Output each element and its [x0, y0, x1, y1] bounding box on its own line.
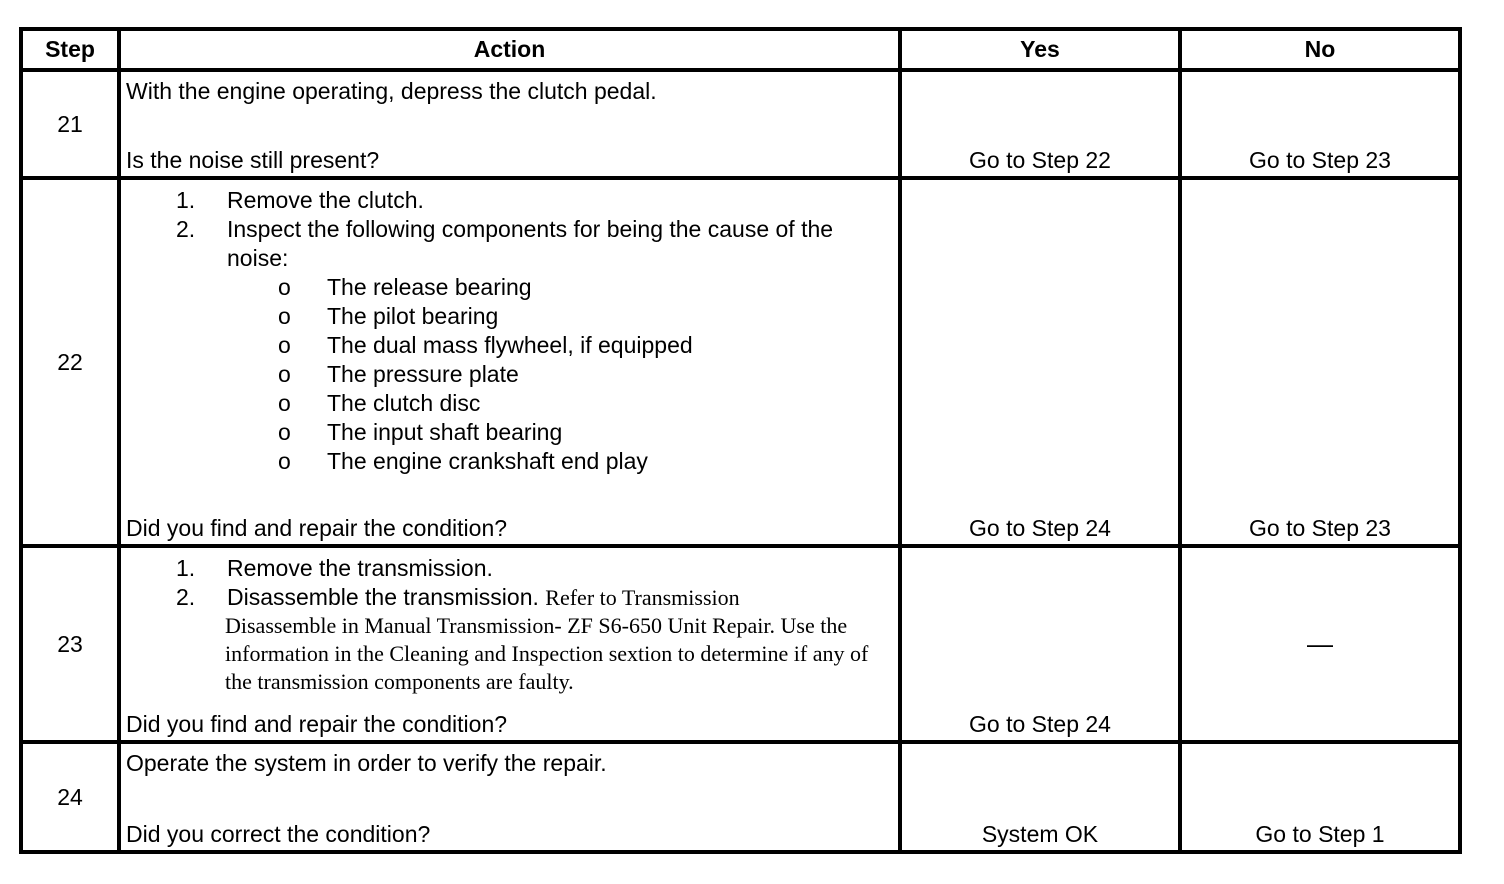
- list-item: [121, 554, 896, 583]
- bullet-icon: o: [278, 274, 291, 300]
- yes-result: System OK: [981, 821, 1099, 847]
- list-item: o The engine crankshaft end play: [278, 448, 648, 474]
- diagnostic-table: [19, 27, 1462, 854]
- action-question: Did you find and repair the condition?: [126, 515, 508, 541]
- action-question: Did you correct the condition?: [126, 821, 431, 847]
- numbered-list: [121, 554, 896, 696]
- yes-result: Go to Step 24: [969, 711, 1111, 737]
- no-result: —: [1307, 628, 1333, 659]
- yes-cell: [900, 178, 1180, 546]
- bullet-icon: o: [278, 332, 291, 358]
- step-number: 23: [21, 546, 119, 742]
- no-result: Go to Step 23: [1249, 515, 1391, 541]
- table-row: [21, 546, 1460, 742]
- list-item: o The dual mass flywheel, if equipped: [278, 332, 693, 358]
- no-cell: [1180, 742, 1460, 852]
- action-cell: [119, 742, 900, 852]
- list-item: o The pressure plate: [278, 361, 519, 387]
- no-cell: [1180, 70, 1460, 178]
- list-item: [121, 583, 896, 612]
- numbered-list: [121, 186, 896, 476]
- item-text: Inspect the following components for being the cause of the noise:: [227, 216, 834, 271]
- yes-result: Go to Step 24: [969, 515, 1111, 541]
- table-row: [21, 178, 1460, 546]
- table-row: [21, 742, 1460, 852]
- action-question: Did you find and repair the condition?: [126, 711, 508, 737]
- action-cell: [119, 178, 900, 546]
- header-yes: Yes: [900, 29, 1180, 70]
- yes-result: Go to Step 22: [969, 147, 1111, 173]
- item-text: Remove the transmission.: [227, 555, 493, 581]
- action-intro: With the engine operating, depress the clutch pedal.: [126, 78, 657, 104]
- yes-cell: [900, 546, 1180, 742]
- no-cell: [1180, 546, 1460, 742]
- step-number: 22: [21, 178, 119, 546]
- header-row: [21, 29, 1460, 70]
- bullet-icon: o: [278, 390, 291, 416]
- item-number: 1.: [176, 555, 196, 581]
- header-no: No: [1180, 29, 1460, 70]
- list-item: o The release bearing: [278, 274, 532, 300]
- header-action: Action: [119, 29, 900, 70]
- list-item: o The pilot bearing: [278, 303, 499, 329]
- list-item: [121, 186, 896, 215]
- yes-cell: [900, 70, 1180, 178]
- item-number: 1.: [176, 187, 196, 213]
- step-number: 21: [21, 70, 119, 178]
- no-result: Go to Step 23: [1249, 147, 1391, 173]
- action-cell: [119, 546, 900, 742]
- bullet-icon: o: [278, 361, 291, 387]
- list-item: o The input shaft bearing: [278, 419, 563, 445]
- reference-text: Refer to Transmission: [545, 585, 740, 610]
- action-question: Is the noise still present?: [126, 147, 380, 173]
- reference-text-continued: Disassemble in Manual Transmission- ZF S6-650 Unit Repair. Use the information in the Cleaning and Inspection sextion to determine if any of the transmission components are faulty.: [225, 613, 869, 694]
- table-row: [21, 70, 1460, 178]
- step-number: 24: [21, 742, 119, 852]
- yes-cell: [900, 742, 1180, 852]
- item-number: 2.: [176, 584, 196, 610]
- item-text: Disassemble the transmission.: [227, 584, 539, 610]
- no-cell: [1180, 178, 1460, 546]
- bullet-icon: o: [278, 419, 291, 445]
- component-list: [121, 273, 896, 476]
- item-number: 2.: [176, 216, 196, 242]
- action-cell: [119, 70, 900, 178]
- bullet-icon: o: [278, 448, 291, 474]
- action-intro: Operate the system in order to verify the repair.: [126, 750, 607, 776]
- item-text: Remove the clutch.: [227, 187, 424, 213]
- list-item: o The clutch disc: [278, 390, 481, 416]
- no-result: Go to Step 1: [1255, 821, 1385, 847]
- header-step: Step: [21, 29, 119, 70]
- list-item: [121, 215, 896, 273]
- bullet-icon: o: [278, 303, 291, 329]
